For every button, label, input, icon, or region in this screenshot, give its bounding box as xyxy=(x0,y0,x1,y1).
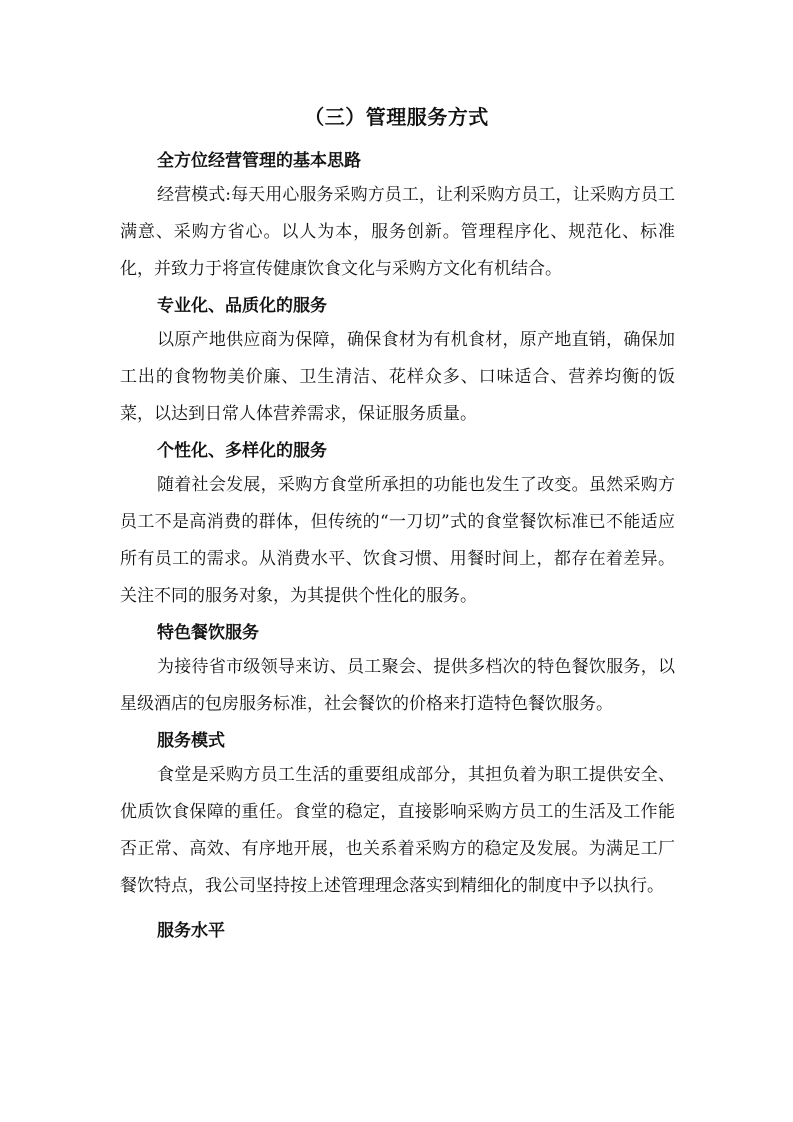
section-heading-personalized-service: 个性化、多样化的服务 xyxy=(157,441,327,461)
section-heading-service-mode: 服务模式 xyxy=(157,731,225,751)
document-body xyxy=(120,145,675,947)
section-heading-overall-approach: 全方位经营管理的基本思路 xyxy=(157,151,361,171)
section-paragraph-service-mode: 食堂是采购方员工生活的重要组成部分，其担负着为职工提供安全、优质饮食保障的重任。食堂的稳定，直接影响采购方员工的生活及工作能否正常、高效、有序地开展，也关系着采购方的稳定及发展。为满足工厂餐饮特点，我公司坚持按上述管理理念落实到精细化的制度中予以执行。 xyxy=(120,765,675,896)
section-paragraph-professional-service: 以原产地供应商为保障，确保食材为有机食材，原产地直销，确保加工出的食物物美价廉、卫生清洁、花样众多、口味适合、营养均衡的饭菜，以达到日常人体营养需求，保证服务质量。 xyxy=(120,330,675,424)
section-heading-professional-service: 专业化、品质化的服务 xyxy=(157,296,327,316)
section-paragraph-overall-approach: 经营模式:每天用心服务采购方员工，让利采购方员工，让采购方员工满意、采购方省心。以人为本，服务创新。管理程序化、规范化、标准化，并致力于将宣传健康饮食文化与采购方文化有机结合。 xyxy=(120,185,675,279)
section-paragraph-personalized-service: 随着社会发展，采购方食堂所承担的功能也发生了改变。虽然采购方员工不是高消费的群体，但传统的“一刀切”式的食堂餐饮标准已不能适应所有员工的需求。从消费水平、饮食习惯、用餐时间上，都存在着差异。关注不同的服务对象，为其提供个性化的服务。 xyxy=(120,475,675,606)
section-paragraph-special-catering: 为接待省市级领导来访、员工聚会、提供多档次的特色餐饮服务，以星级酒店的包房服务标准，社会餐饮的价格来打造特色餐饮服务。 xyxy=(120,657,675,714)
section-heading-service-level: 服务水平 xyxy=(157,921,225,941)
section-heading-special-catering: 特色餐饮服务 xyxy=(157,623,259,643)
page-title: （三）管理服务方式 xyxy=(304,105,489,129)
